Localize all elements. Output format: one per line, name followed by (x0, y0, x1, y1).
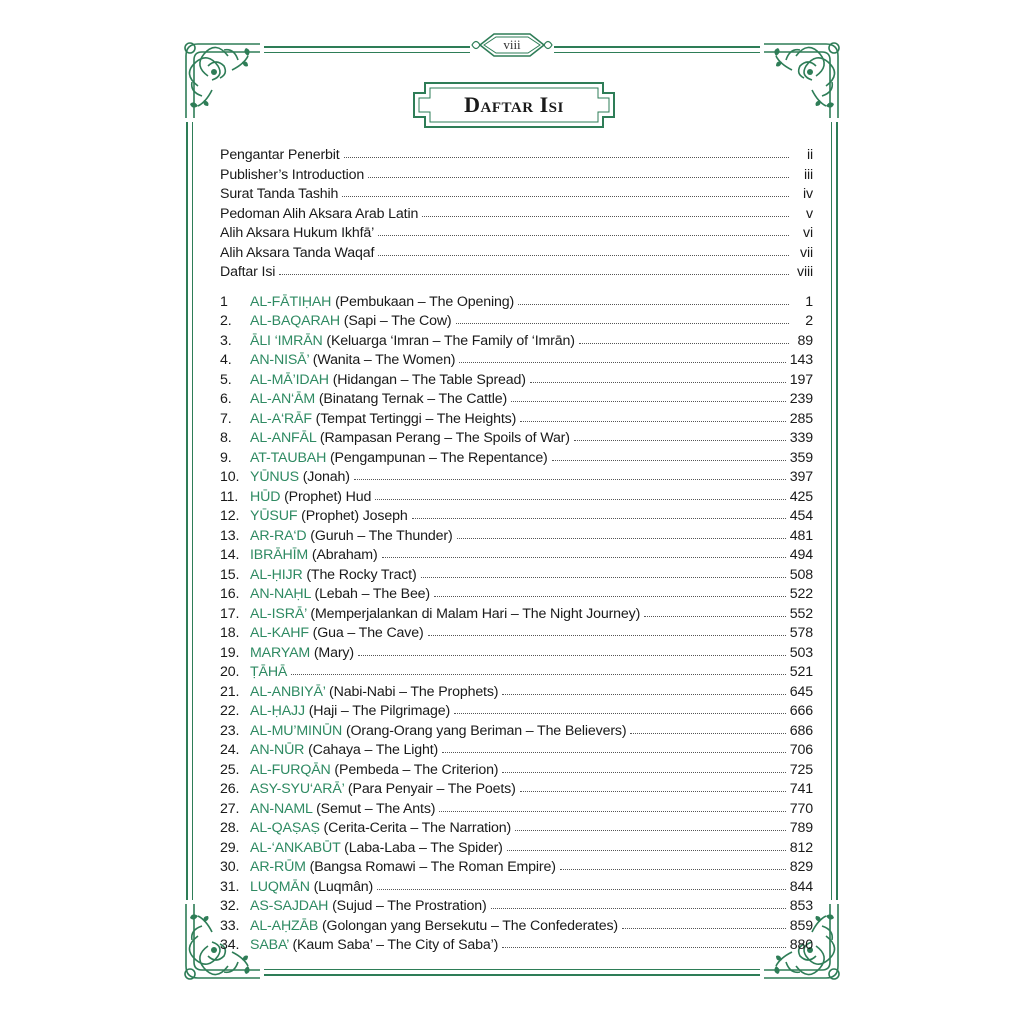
surah-label (250, 801, 435, 817)
dot-leader (377, 877, 786, 890)
surah-number: 21. (220, 683, 240, 700)
surah-name: AL-FURQĀN (250, 761, 331, 778)
surah-page: 481 (789, 527, 813, 544)
dot-leader (507, 838, 786, 851)
surah-label (250, 840, 503, 856)
toc-entry[interactable] (220, 224, 813, 244)
dot-leader (378, 243, 789, 256)
surah-description: (Sujud – The Prostration) (328, 898, 487, 914)
surah-page: 522 (789, 586, 813, 602)
dot-leader (459, 350, 785, 363)
toc-entry[interactable] (220, 166, 813, 186)
surah-page: 339 (789, 430, 813, 446)
dot-leader (622, 916, 786, 929)
surah-name: AL-AN‘ĀM (250, 391, 316, 407)
surah-name: AL-ANFĀL (250, 430, 317, 446)
toc-entry-label: Daftar Isi (220, 264, 276, 280)
surah-label (250, 937, 498, 953)
dot-leader (428, 623, 786, 636)
surah-entry[interactable] (220, 351, 813, 371)
surah-label (250, 508, 408, 524)
surah-name: AN-NAML (250, 800, 313, 817)
surah-page: 197 (789, 371, 813, 388)
surah-page: 812 (789, 839, 813, 856)
surah-label (250, 664, 287, 680)
surah-label (250, 723, 626, 739)
surah-label (250, 372, 526, 388)
surah-page: 666 (789, 703, 813, 719)
surah-description: (Mary) (310, 644, 354, 661)
surah-number: 13. (220, 527, 240, 544)
surah-number: 20. (220, 664, 240, 680)
surah-page: 880 (789, 937, 813, 953)
surah-description: (Gua – The Cave) (308, 625, 424, 641)
surah-description: (The Rocky Tract) (302, 566, 417, 583)
surah-description: (Luqmân) (309, 878, 374, 895)
surah-label (250, 684, 498, 700)
dot-leader (579, 331, 789, 344)
surah-page: 552 (789, 605, 813, 622)
surah-name: ṬĀHĀ (250, 664, 288, 680)
dot-leader (520, 409, 786, 422)
toc-entry-page: v (806, 205, 813, 222)
surah-page: 521 (789, 664, 813, 680)
surah-description: (Guruh – The Thunder) (306, 527, 453, 544)
surah-label (250, 294, 514, 310)
dot-leader (511, 389, 786, 402)
surah-number: 12. (220, 508, 240, 524)
surah-entry[interactable] (220, 585, 813, 605)
toc-entry-page: iii (803, 166, 813, 183)
surah-name: LUQMĀN (250, 878, 310, 895)
surah-page: 503 (789, 644, 813, 661)
surah-page: 239 (789, 391, 813, 407)
corner-ornament-icon (760, 26, 856, 122)
surah-name: YŪSUF (250, 508, 298, 524)
surah-description: (Tempat Tertinggi – The Heights) (311, 410, 517, 427)
surah-page: 725 (789, 761, 813, 778)
surah-label (250, 528, 453, 544)
surah-name: AN-NAḤL (250, 586, 311, 602)
surah-page: 89 (797, 332, 813, 349)
dot-leader (520, 779, 786, 792)
surah-name: AL-KAHF (250, 625, 309, 641)
surah-label (250, 391, 507, 407)
surah-description: (Hidangan – The Table Spread) (328, 371, 526, 388)
dot-leader (344, 145, 789, 158)
surah-page: 454 (789, 508, 813, 524)
surah-description: (Wanita – The Women) (308, 352, 456, 368)
surah-page: 859 (789, 917, 813, 934)
toc-entry-page: vii (800, 244, 813, 261)
surah-page: 741 (789, 781, 813, 797)
surah-page: 829 (789, 859, 813, 875)
surah-name: AL-MĀ’IDAH (250, 371, 329, 388)
surah-entry[interactable] (220, 702, 813, 722)
surah-name: AL-QAṢAṢ (250, 820, 320, 836)
dot-leader (422, 204, 789, 217)
surah-number: 29. (220, 839, 240, 856)
surah-description: (Binatang Ternak – The Cattle) (315, 391, 508, 407)
dot-leader (502, 682, 785, 695)
surah-entry[interactable] (220, 605, 813, 625)
surah-description: (Memperjalankan di Malam Hari – The Night Journey) (306, 605, 641, 622)
surah-name: AL-A‘RĀF (250, 410, 312, 427)
surah-number: 32. (220, 898, 240, 914)
dot-leader (375, 487, 786, 500)
surah-page: 770 (789, 800, 813, 817)
surah-description: (Rampasan Perang – The Spoils of War) (316, 430, 570, 446)
surah-entry[interactable] (220, 878, 813, 898)
dot-leader (412, 506, 786, 519)
surah-name: AL-AḤZĀB (250, 917, 319, 934)
surah-label (250, 469, 350, 485)
surah-label (250, 703, 450, 719)
surah-number: 30. (220, 859, 240, 875)
surah-label (250, 333, 575, 349)
surah-number: 17. (220, 605, 240, 622)
dot-leader (502, 760, 785, 773)
surah-name: AS-SAJDAH (250, 898, 329, 914)
surah-entry[interactable] (220, 800, 813, 820)
surah-page: 359 (789, 449, 813, 466)
surah-description: (Kaum Saba’ – The City of Saba’) (288, 937, 499, 953)
surah-number: 25. (220, 761, 240, 778)
surah-number: 19. (220, 644, 240, 661)
surah-entry[interactable] (220, 663, 813, 683)
surah-name: AL-MU’MINŪN (250, 722, 343, 739)
surah-number: 27. (220, 800, 240, 817)
toc-entry[interactable] (220, 146, 813, 166)
dot-leader (354, 467, 786, 480)
toc-entry[interactable] (220, 244, 813, 264)
surah-page: 706 (789, 742, 813, 758)
page-number-badge (470, 28, 554, 62)
surah-label (250, 898, 487, 914)
surah-entry[interactable] (220, 644, 813, 664)
surah-description: (Pembeda – The Criterion) (330, 761, 499, 778)
surah-number: 18. (220, 625, 240, 641)
surah-description: (Semut – The Ants) (312, 800, 436, 817)
surah-entry[interactable] (220, 410, 813, 430)
surah-description: (Pembukaan – The Opening) (331, 293, 515, 310)
dot-leader (368, 165, 789, 178)
surah-label (250, 567, 417, 583)
dot-leader (378, 223, 789, 236)
table-of-contents (220, 146, 813, 956)
surah-entry[interactable] (220, 819, 813, 839)
surah-description: (Prophet) Hud (280, 488, 372, 505)
surah-page: 645 (789, 683, 813, 700)
surah-description: (Prophet) Joseph (297, 508, 408, 524)
corner-ornament-icon (168, 26, 264, 122)
surah-page: 397 (789, 469, 813, 485)
surah-entry[interactable] (220, 897, 813, 917)
surah-description: (Para Penyair – The Poets) (344, 781, 516, 797)
surah-label (250, 489, 371, 505)
surah-label (250, 586, 430, 602)
surah-number: 28. (220, 820, 240, 836)
surah-number: 2. (220, 313, 232, 329)
toc-entry-label: Pengantar Penerbit (220, 147, 340, 163)
surah-entry[interactable] (220, 390, 813, 410)
surah-page: 143 (789, 352, 813, 368)
toc-entry-page: viii (797, 264, 813, 280)
surah-description: (Nabi-Nabi – The Prophets) (325, 683, 499, 700)
dot-leader (457, 526, 786, 539)
surah-name: AL-‘ANKABŪT (250, 839, 341, 856)
surah-number: 33. (220, 917, 240, 934)
surah-number: 6. (220, 391, 232, 407)
surah-number: 26. (220, 781, 240, 797)
surah-number: 22. (220, 703, 240, 719)
dot-leader (491, 896, 786, 909)
surah-number: 5. (220, 371, 232, 388)
surah-page: 789 (789, 820, 813, 836)
surah-name: MARYAM (250, 644, 311, 661)
surah-description: (Abraham) (308, 547, 378, 563)
dot-leader (518, 292, 789, 305)
surah-entry[interactable] (220, 312, 813, 332)
surah-name: AL-ḤIJR (250, 566, 303, 583)
surah-description: (Jonah) (298, 469, 350, 485)
surah-name: AL-ANBIYĀ’ (250, 683, 326, 700)
surah-entry[interactable] (220, 468, 813, 488)
surah-label (250, 859, 556, 875)
dot-leader (530, 370, 786, 383)
surah-entry[interactable] (220, 917, 813, 937)
surah-entry[interactable] (220, 741, 813, 761)
dot-leader (574, 428, 786, 441)
surah-description: (Cerita-Cerita – The Narration) (319, 820, 512, 836)
surah-label (250, 820, 511, 836)
surah-number: 10. (220, 469, 240, 485)
surah-entry[interactable] (220, 449, 813, 469)
surah-entry[interactable] (220, 566, 813, 586)
surah-label (250, 781, 516, 797)
surah-name: ĀLI ‘IMRĀN (250, 332, 323, 349)
surah-page: 285 (789, 410, 813, 427)
dot-leader (456, 311, 790, 324)
surah-name: ASY-SYU‘ARĀ’ (250, 781, 345, 797)
surah-label (250, 430, 570, 446)
surah-number: 4. (220, 352, 232, 368)
surah-number: 31. (220, 878, 240, 895)
surah-name: IBRĀHĪM (250, 547, 309, 563)
dot-leader (382, 545, 786, 558)
surah-description: (Keluarga ‘Imran – The Family of ‘Imrān) (322, 332, 575, 349)
toc-entry-label: Publisher’s Introduction (220, 166, 365, 183)
surah-name: AT-TAUBAH (250, 449, 327, 466)
surah-description: (Lebah – The Bee) (310, 586, 430, 602)
dot-leader (630, 721, 785, 734)
surah-name: AR-RŪM (250, 859, 306, 875)
dot-leader (552, 448, 786, 461)
surah-page: 844 (789, 878, 813, 895)
dot-leader (291, 662, 786, 675)
surah-number: 11. (220, 488, 239, 505)
surah-number: 23. (220, 722, 240, 739)
surah-description: (Laba-Laba – The Spider) (340, 839, 503, 856)
surah-description: (Sapi – The Cow) (339, 313, 452, 329)
toc-entry-label: Surat Tanda Tashih (220, 186, 339, 202)
surah-name: SABA’ (250, 937, 289, 953)
surah-label (250, 547, 378, 563)
dot-leader (502, 935, 786, 948)
toc-entry-label: Alih Aksara Hukum Ikhfā’ (220, 225, 375, 241)
surah-label (250, 606, 640, 622)
floral-corner-icon (760, 26, 856, 122)
surah-name: AR-RA‘D (250, 527, 307, 544)
toc-entry[interactable] (220, 185, 813, 205)
surah-description: (Pengampunan – The Repentance) (326, 449, 548, 466)
surah-number: 14. (220, 547, 240, 563)
dot-leader (358, 643, 786, 656)
dot-leader (421, 565, 786, 578)
surah-name: AL-BAQARAH (250, 313, 340, 329)
page-title: Daftar Isi (464, 92, 564, 117)
surah-label (250, 313, 452, 329)
surah-page: 578 (789, 625, 813, 641)
surah-label (250, 879, 373, 895)
toc-entry-label: Alih Aksara Tanda Waqaf (220, 244, 375, 261)
dot-leader (434, 584, 786, 597)
page-number: viii (503, 37, 521, 52)
surah-number: 34. (220, 937, 240, 953)
surah-entry[interactable] (220, 527, 813, 547)
surah-entry[interactable] (220, 429, 813, 449)
surah-name: AL-FĀTIḤAH (250, 293, 332, 310)
surah-number: 8. (220, 430, 232, 446)
surah-label (250, 450, 548, 466)
surah-entry[interactable] (220, 780, 813, 800)
surah-number: 1 (220, 293, 228, 310)
surah-entry[interactable] (220, 858, 813, 878)
surah-entry[interactable] (220, 936, 813, 956)
surah-description: (Golongan yang Bersekutu – The Confederates) (318, 917, 618, 934)
surah-number: 9. (220, 449, 232, 466)
surah-name: AN-NŪR (250, 742, 305, 758)
surah-label (250, 645, 354, 661)
surah-entry[interactable] (220, 507, 813, 527)
dot-leader (342, 184, 789, 197)
surah-number: 16. (220, 586, 240, 602)
surah-page: 425 (789, 488, 813, 505)
surah-entry[interactable] (220, 293, 813, 313)
toc-entry-label: Pedoman Alih Aksara Arab Latin (220, 205, 419, 222)
surah-page: 508 (789, 566, 813, 583)
dot-leader (644, 604, 786, 617)
dot-leader (439, 799, 785, 812)
surah-description: (Haji – The Pilgrimage) (304, 703, 451, 719)
surah-page: 2 (805, 313, 813, 329)
surah-label (250, 411, 516, 427)
surah-label (250, 742, 438, 758)
surah-name: AL-ḤAJJ (250, 703, 305, 719)
surah-label (250, 762, 498, 778)
surah-number: 7. (220, 410, 232, 427)
surah-number: 3. (220, 332, 232, 349)
surah-label (250, 918, 618, 934)
surah-name: AL-ISRĀ’ (250, 605, 307, 622)
toc-entry[interactable] (220, 205, 813, 225)
dot-leader (560, 857, 786, 870)
surah-page: 1 (805, 293, 813, 310)
dot-leader (515, 818, 786, 831)
surah-description: (Cahaya – The Light) (304, 742, 439, 758)
surah-name: AN-NISĀ’ (250, 352, 309, 368)
surah-entry[interactable] (220, 332, 813, 352)
surah-label (250, 352, 455, 368)
surah-description: (Orang-Orang yang Beriman – The Believers) (342, 722, 627, 739)
surah-name: YŪNUS (250, 469, 299, 485)
surah-description: (Bangsa Romawi – The Roman Empire) (305, 859, 556, 875)
surah-entry[interactable] (220, 488, 813, 508)
dot-leader (442, 740, 786, 753)
surah-entry[interactable] (220, 624, 813, 644)
dot-leader (279, 262, 789, 275)
dot-leader (454, 701, 786, 714)
surah-page: 853 (789, 898, 813, 914)
surah-number: 24. (220, 742, 240, 758)
surah-entry[interactable] (220, 546, 813, 566)
surah-page: 494 (789, 547, 813, 563)
toc-entry-page: vi (803, 225, 813, 241)
floral-corner-icon (168, 26, 264, 122)
surah-entry[interactable] (220, 371, 813, 391)
surah-entry[interactable] (220, 761, 813, 781)
surah-entry[interactable] (220, 722, 813, 742)
toc-entry-page: ii (806, 147, 813, 163)
toc-entry-page: iv (803, 186, 813, 202)
surah-label (250, 625, 424, 641)
surah-entry[interactable] (220, 839, 813, 859)
surah-name: HŪD (250, 488, 281, 505)
surah-entry[interactable] (220, 683, 813, 703)
toc-entry[interactable] (220, 263, 813, 283)
surah-page: 686 (789, 722, 813, 739)
title-frame (411, 80, 617, 130)
surah-number: 15. (220, 566, 240, 583)
